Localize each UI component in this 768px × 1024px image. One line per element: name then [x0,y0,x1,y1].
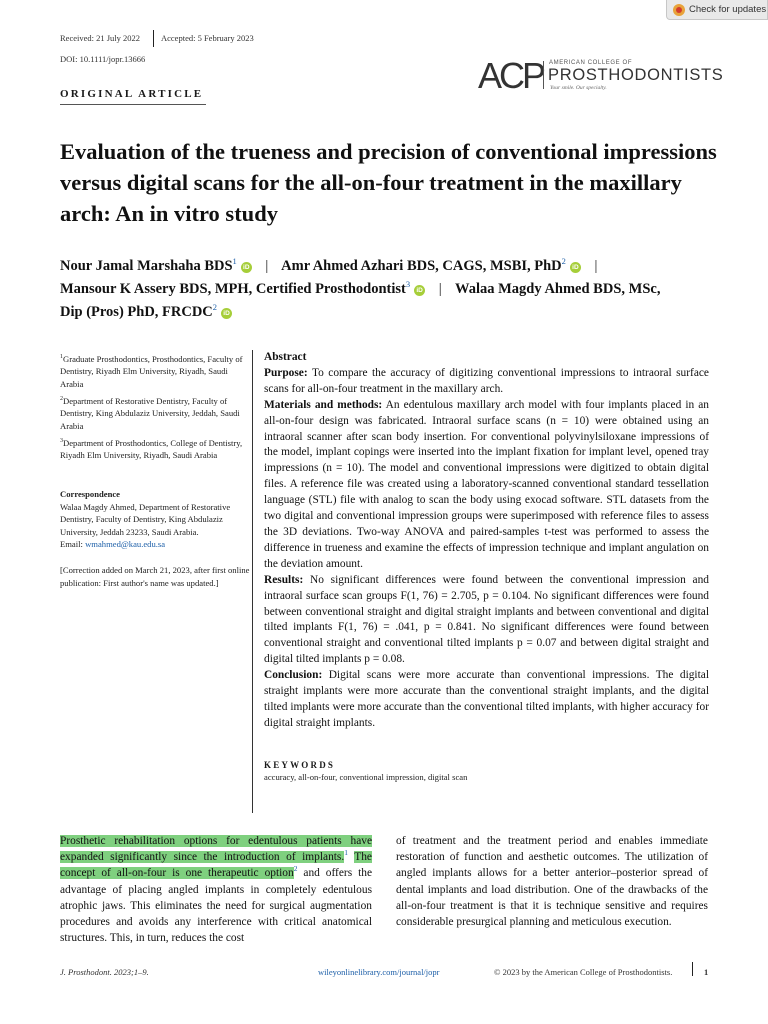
check-for-updates-button[interactable] [666,0,768,20]
affiliation-number: 3 [60,438,63,444]
results-label: Results: [264,573,304,586]
author-separator: | [265,257,269,274]
abstract-conclusion [264,668,709,732]
doi[interactable]: DOI: 10.1111/jopr.13666 [60,54,146,64]
footer-copyright: © 2023 by the American College of Prosthodontists. [494,967,673,977]
citation-link[interactable]: 2 [293,864,298,874]
logo-divider [543,61,544,89]
methods-text: An edentulous maxillary arch model with four implants placed in an all-on-four design was fabricated. Intraoral surface scans (n = 10) were obtained using an intraoral scanner after scan body insertion. For conventional polyvinylsiloxane impressions of the model, implant copings were inserted into the implant fixation for implant level, opened tray impressions (n = 10). The model and conventional impressions were digitized to obtain digital files. A reference file was created using a laboratory-scanned conventional standard tessellation language (STL) file with analog to scan the body using exocad software. STL datasets from the two digital and conventional impression groups were superimposed with reference files to assess the 3D deviations. Two-way ANOVA and paired-samples t-test was performed to assess the difference in trueness and examine the effects of impression technique and implant angulation on the deviation amount. [264,398,709,570]
highlighted-text[interactable]: Prosthetic rehabilitation options for edentulous patients have expanded significantly since the introduction of implants. [60,835,372,864]
author-affiliation[interactable]: 1 [232,256,237,266]
accepted-date: Accepted: 5 February 2023 [161,33,254,43]
abstract-results [264,573,709,668]
correspondence-heading: Correspondence [60,489,120,499]
correspondence-email-line [60,538,250,551]
body-column-left [60,833,372,946]
email-label: Email: [60,539,83,549]
abstract-heading: Abstract [264,351,307,363]
logo-tagline: Your smile. Our specialty. [550,85,607,91]
author-affiliation[interactable]: 2 [212,302,218,312]
author-name[interactable]: Nour Jamal Marshaha BDS [60,257,233,274]
article-type-rule [60,104,206,105]
purpose-label: Purpose: [264,366,308,379]
article-title: Evaluation of the trueness and precision of conventional impressions versus digital scans for the all-on-four treatment in the maxillary arch: An in vitro study [60,139,717,226]
email-link[interactable]: wmahmed@kau.edu.sa [85,539,166,549]
logo-org-small: AMERICAN COLLEGE OF [549,60,633,66]
crossmark-icon [673,4,685,16]
affiliation-1 [60,351,250,390]
author-affiliation[interactable]: 3 [405,279,411,289]
methods-label: Materials and methods: [264,398,383,411]
orcid-icon[interactable]: iD [241,262,252,273]
header-divider [153,30,154,47]
author-affiliation[interactable]: 2 [561,256,566,266]
highlighted-text[interactable]: The concept of all-on-four is one therapeutic option [60,851,372,880]
author-separator: | [594,257,598,274]
citation-link[interactable]: 1 [344,848,348,858]
body-text: and offers the advantage of placing angled implants in completely edentulous atrophic jaws. This eliminates the need for surgical augmentation procedures and avoids any interference with critical anatomical structures. This, in turn, reduces the cost [60,867,372,945]
abstract-rule [252,350,253,813]
keywords-heading: KEYWORDS [264,760,336,770]
affiliation-text: Department of Restorative Dentistry, Faculty of Dentistry, King Abdulaziz University, Jeddah, Saudi Arabia [60,395,240,431]
results-text: No significant differences were found between the conventional impression and intraoral surface scan groups F(1, 76) = 2.705, p = 0.104. No significant differences were found between conventional straight and digital straight implants and between conventional and digital tilted implants F(1, 76) = .041, p = 0.841. No significant differences were found between conventional straight and conventional tilted implants p = 0.07 and between digital straight and digital tilted implants p = 0.08. [264,573,709,666]
logo-org-name: PROSTHODONTISTS [548,66,724,84]
author-line-2 [60,279,660,298]
correspondence [60,488,250,551]
footer-journal: J. Prosthodont. 2023;1–9. [60,967,149,977]
affiliation-3 [60,435,250,462]
author-name[interactable]: Mansour K Assery BDS, MPH, Certified Prosthodontist [60,280,406,297]
footer-divider [692,962,693,976]
author-line-1 [60,256,607,275]
correspondence-text: Walaa Magdy Ahmed, Department of Restorative Dentistry, Faculty of Dentistry, King Abdulaziz University, Jeddah 23233, Saudi Arabia. [60,501,231,537]
affiliation-number: 1 [60,354,63,360]
affiliation-text: Department of Prosthodontics, College of Dentistry, Riyadh Elm University, Riyadh, Saudi Arabia [60,437,243,461]
author-separator: | [438,280,442,297]
affiliation-number: 2 [60,396,63,402]
acp-logo-mark: ACP [478,55,544,96]
page-number: 1 [704,967,709,977]
orcid-icon[interactable]: iD [570,262,581,273]
author-name[interactable]: Walaa Magdy Ahmed BDS, MSc, [455,280,661,297]
conclusion-label: Conclusion: [264,669,323,682]
affiliation-text: Graduate Prosthodontics, Prosthodontics, Faculty of Dentistry, Riyadh Elm University, Riyadh, Saudi Arabia [60,353,243,389]
abstract-purpose [264,366,709,398]
body-column-right: of treatment and the treatment period and enables immediate restoration of function and aesthetic outcomes. The utilization of angled implants allows for a better anterior–posterior spread of dental implants and load distribution. One of the drawbacks of the all-on-four treatment is that it is technique sensitive and requires considerable presurgical planning and meticulous execution. [396,835,708,929]
author-name[interactable]: Amr Ahmed Azhari BDS, CAGS, MSBI, PhD [281,257,562,274]
article-type: ORIGINAL ARTICLE [60,88,204,100]
conclusion-text: Digital scans were more accurate than conventional impressions. The digital straight implants were more accurate than the conventional straight implants, and the digital tilted implants were more accurate than the conventional tilted implants, with higher accuracy for digital straight implants. [264,669,709,729]
orcid-icon[interactable]: iD [414,285,425,296]
footer-url[interactable]: wileyonlinelibrary.com/journal/jopr [318,967,440,977]
correction-note: [Correction added on March 21, 2023, after first online publication: First author's name was updated.] [60,565,250,588]
abstract [264,350,709,732]
author-line-3 [60,302,232,321]
author-name-continued[interactable]: Dip (Pros) PhD, FRCDC [60,303,213,320]
purpose-text: To compare the accuracy of digitizing conventional impressions to intraoral surface scans for all-on-four treatment in the maxillary arch. [264,366,709,395]
check-for-updates-label: Check for updates [689,4,767,15]
orcid-icon[interactable]: iD [221,308,232,319]
abstract-methods [264,398,709,573]
received-date: Received: 21 July 2022 [60,33,141,43]
affiliation-2 [60,393,250,432]
keywords-text: accuracy, all-on-four, conventional impression, digital scan [264,772,468,782]
